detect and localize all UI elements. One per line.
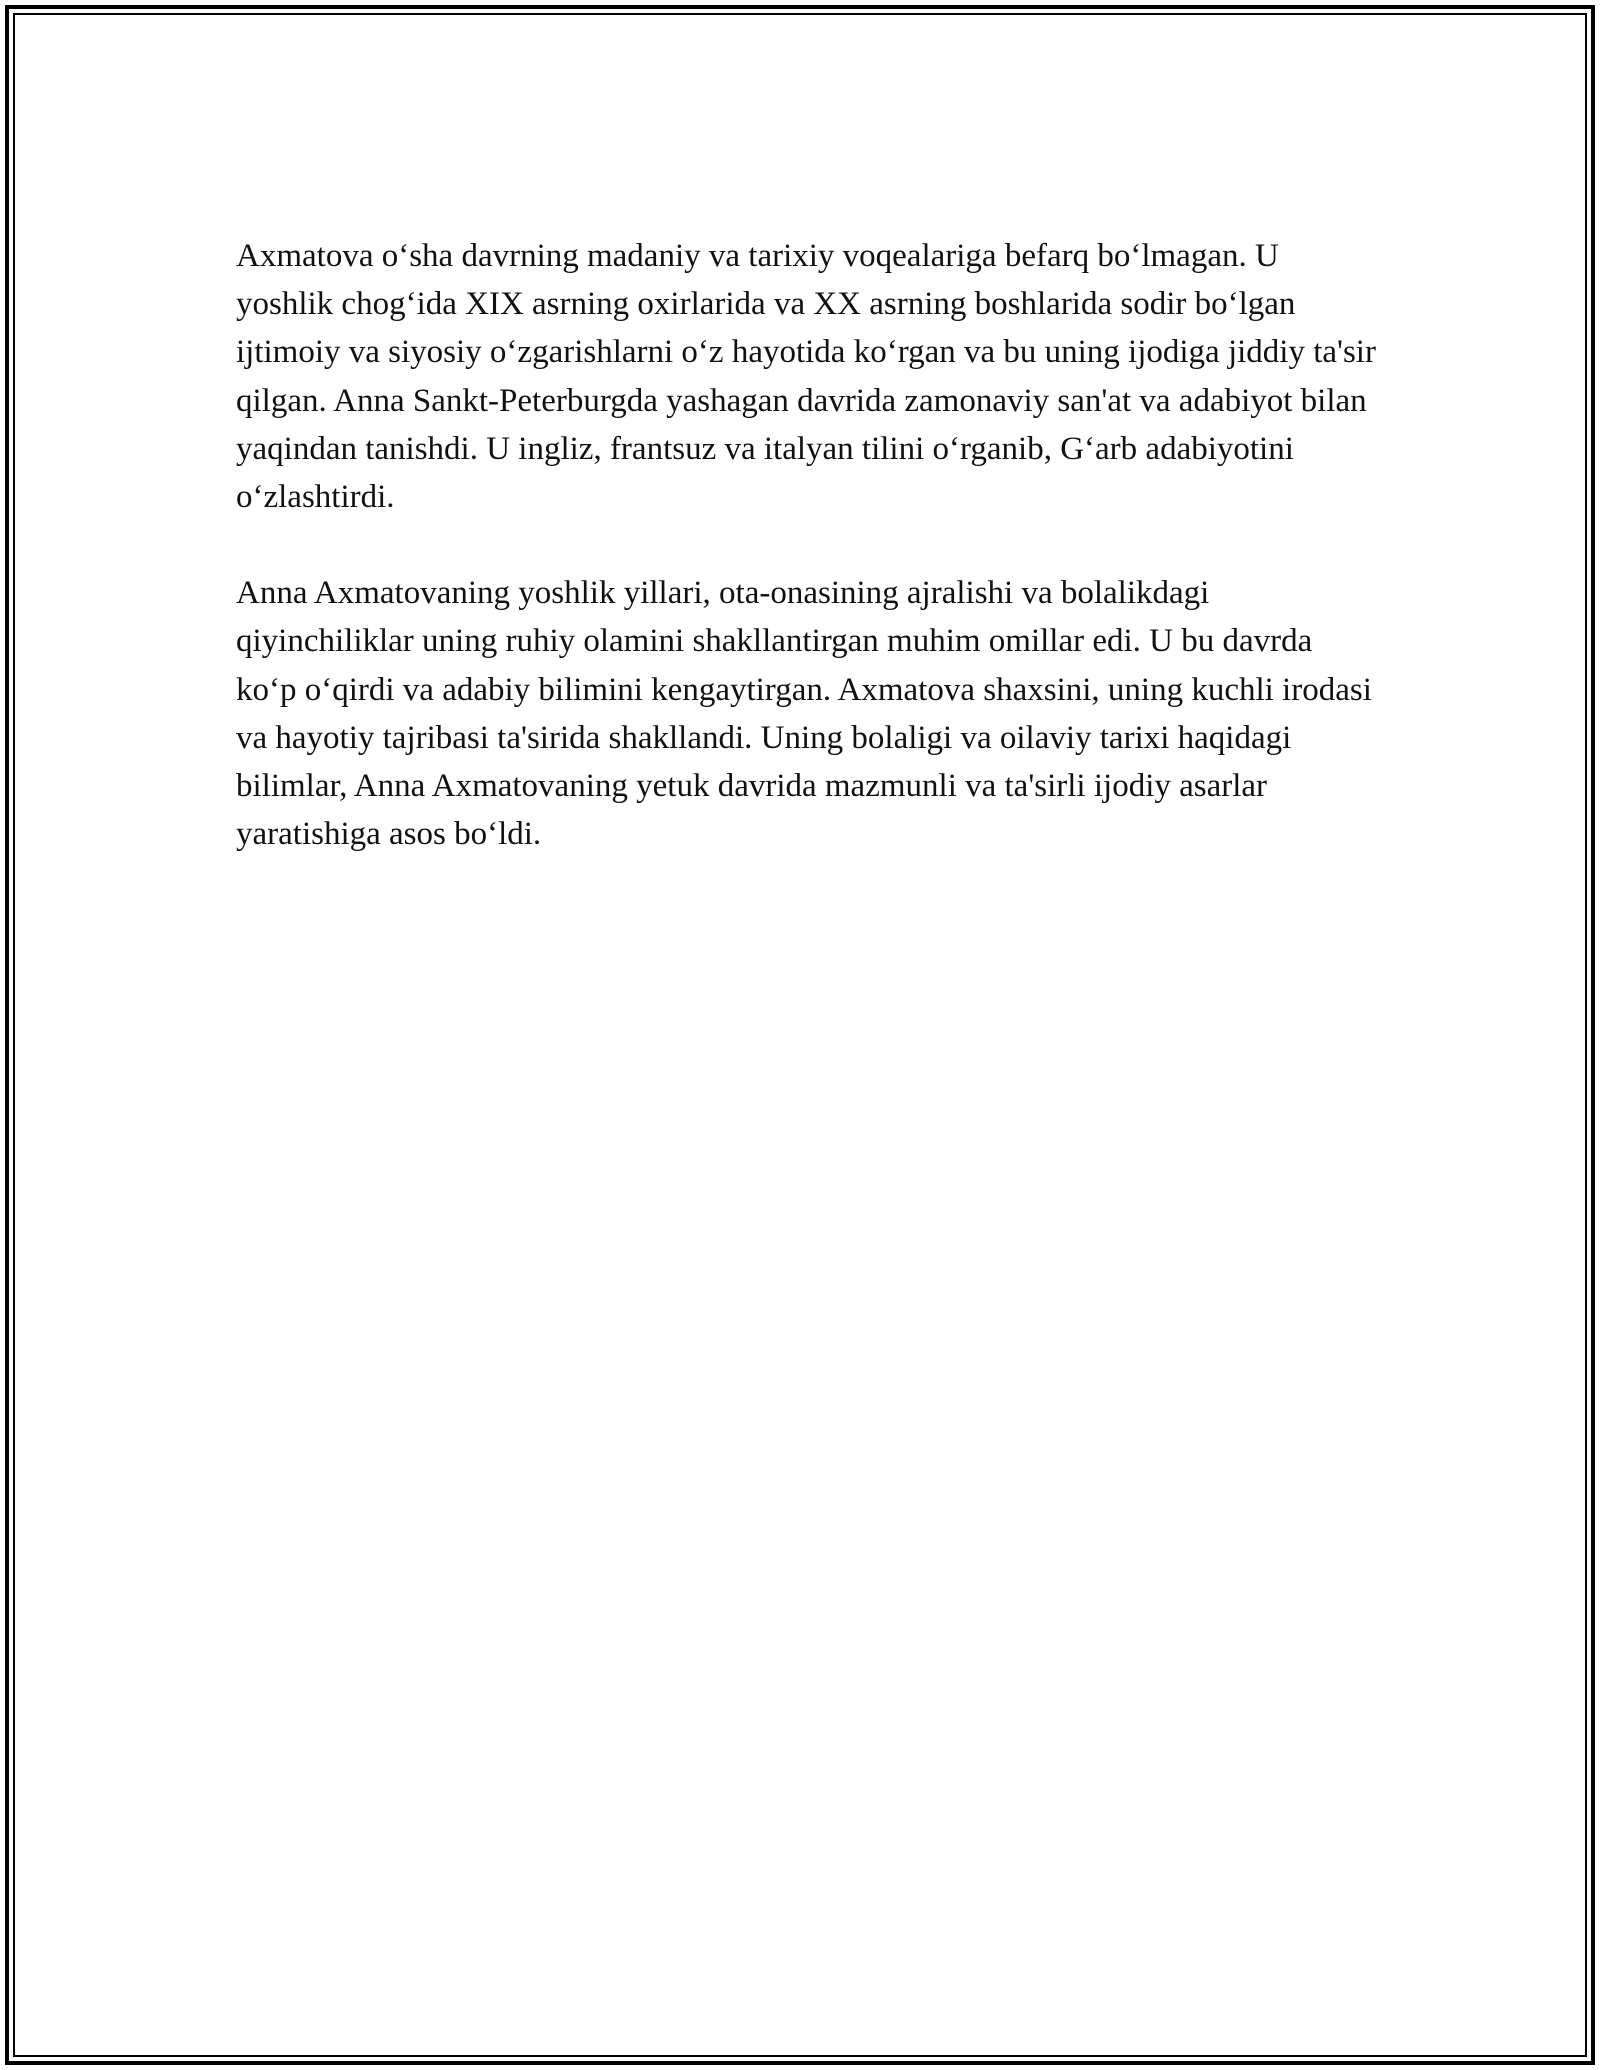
document-body bbox=[236, 232, 1376, 906]
paragraph-2: Anna Axmatovaning yoshlik yillari, ota-onasining ajralishi va bolalikdagi qiyinchiliklar uning ruhiy olamini shakllantirgan muhim omillar edi. U bu davrda ko‘p o‘qirdi va adabiy bilimini kengaytirgan. Axmatova shaxsini, uning kuchli irodasi va hayotiy tajribasi ta'sirida shakllandi. Uning bolaligi va oilaviy tarixi haqidagi bilimlar, Anna Axmatovaning yetuk davrida mazmunli va ta'sirli ijodiy asarlar yaratishiga asos bo‘ldi. bbox=[236, 575, 1372, 853]
paragraph-1: Axmatova o‘sha davrning madaniy va tarixiy voqealariga befarq bo‘lmagan. U yoshlik chog‘ida XIX asrning oxirlarida va XX asrning boshlarida sodir bo‘lgan ijtimoiy va siyosiy o‘zgarishlarni o‘z hayotida ko‘rgan va bu uning ijodiga jiddiy ta'sir qilgan. Anna Sankt-Peterburgda yashagan davrida zamonaviy san'at va adabiyot bilan yaqindan tanishdi. U ingliz, frantsuz va italyan tilini o‘rganib, G‘arb adabiyotini o‘zlashtirdi. bbox=[236, 238, 1376, 516]
